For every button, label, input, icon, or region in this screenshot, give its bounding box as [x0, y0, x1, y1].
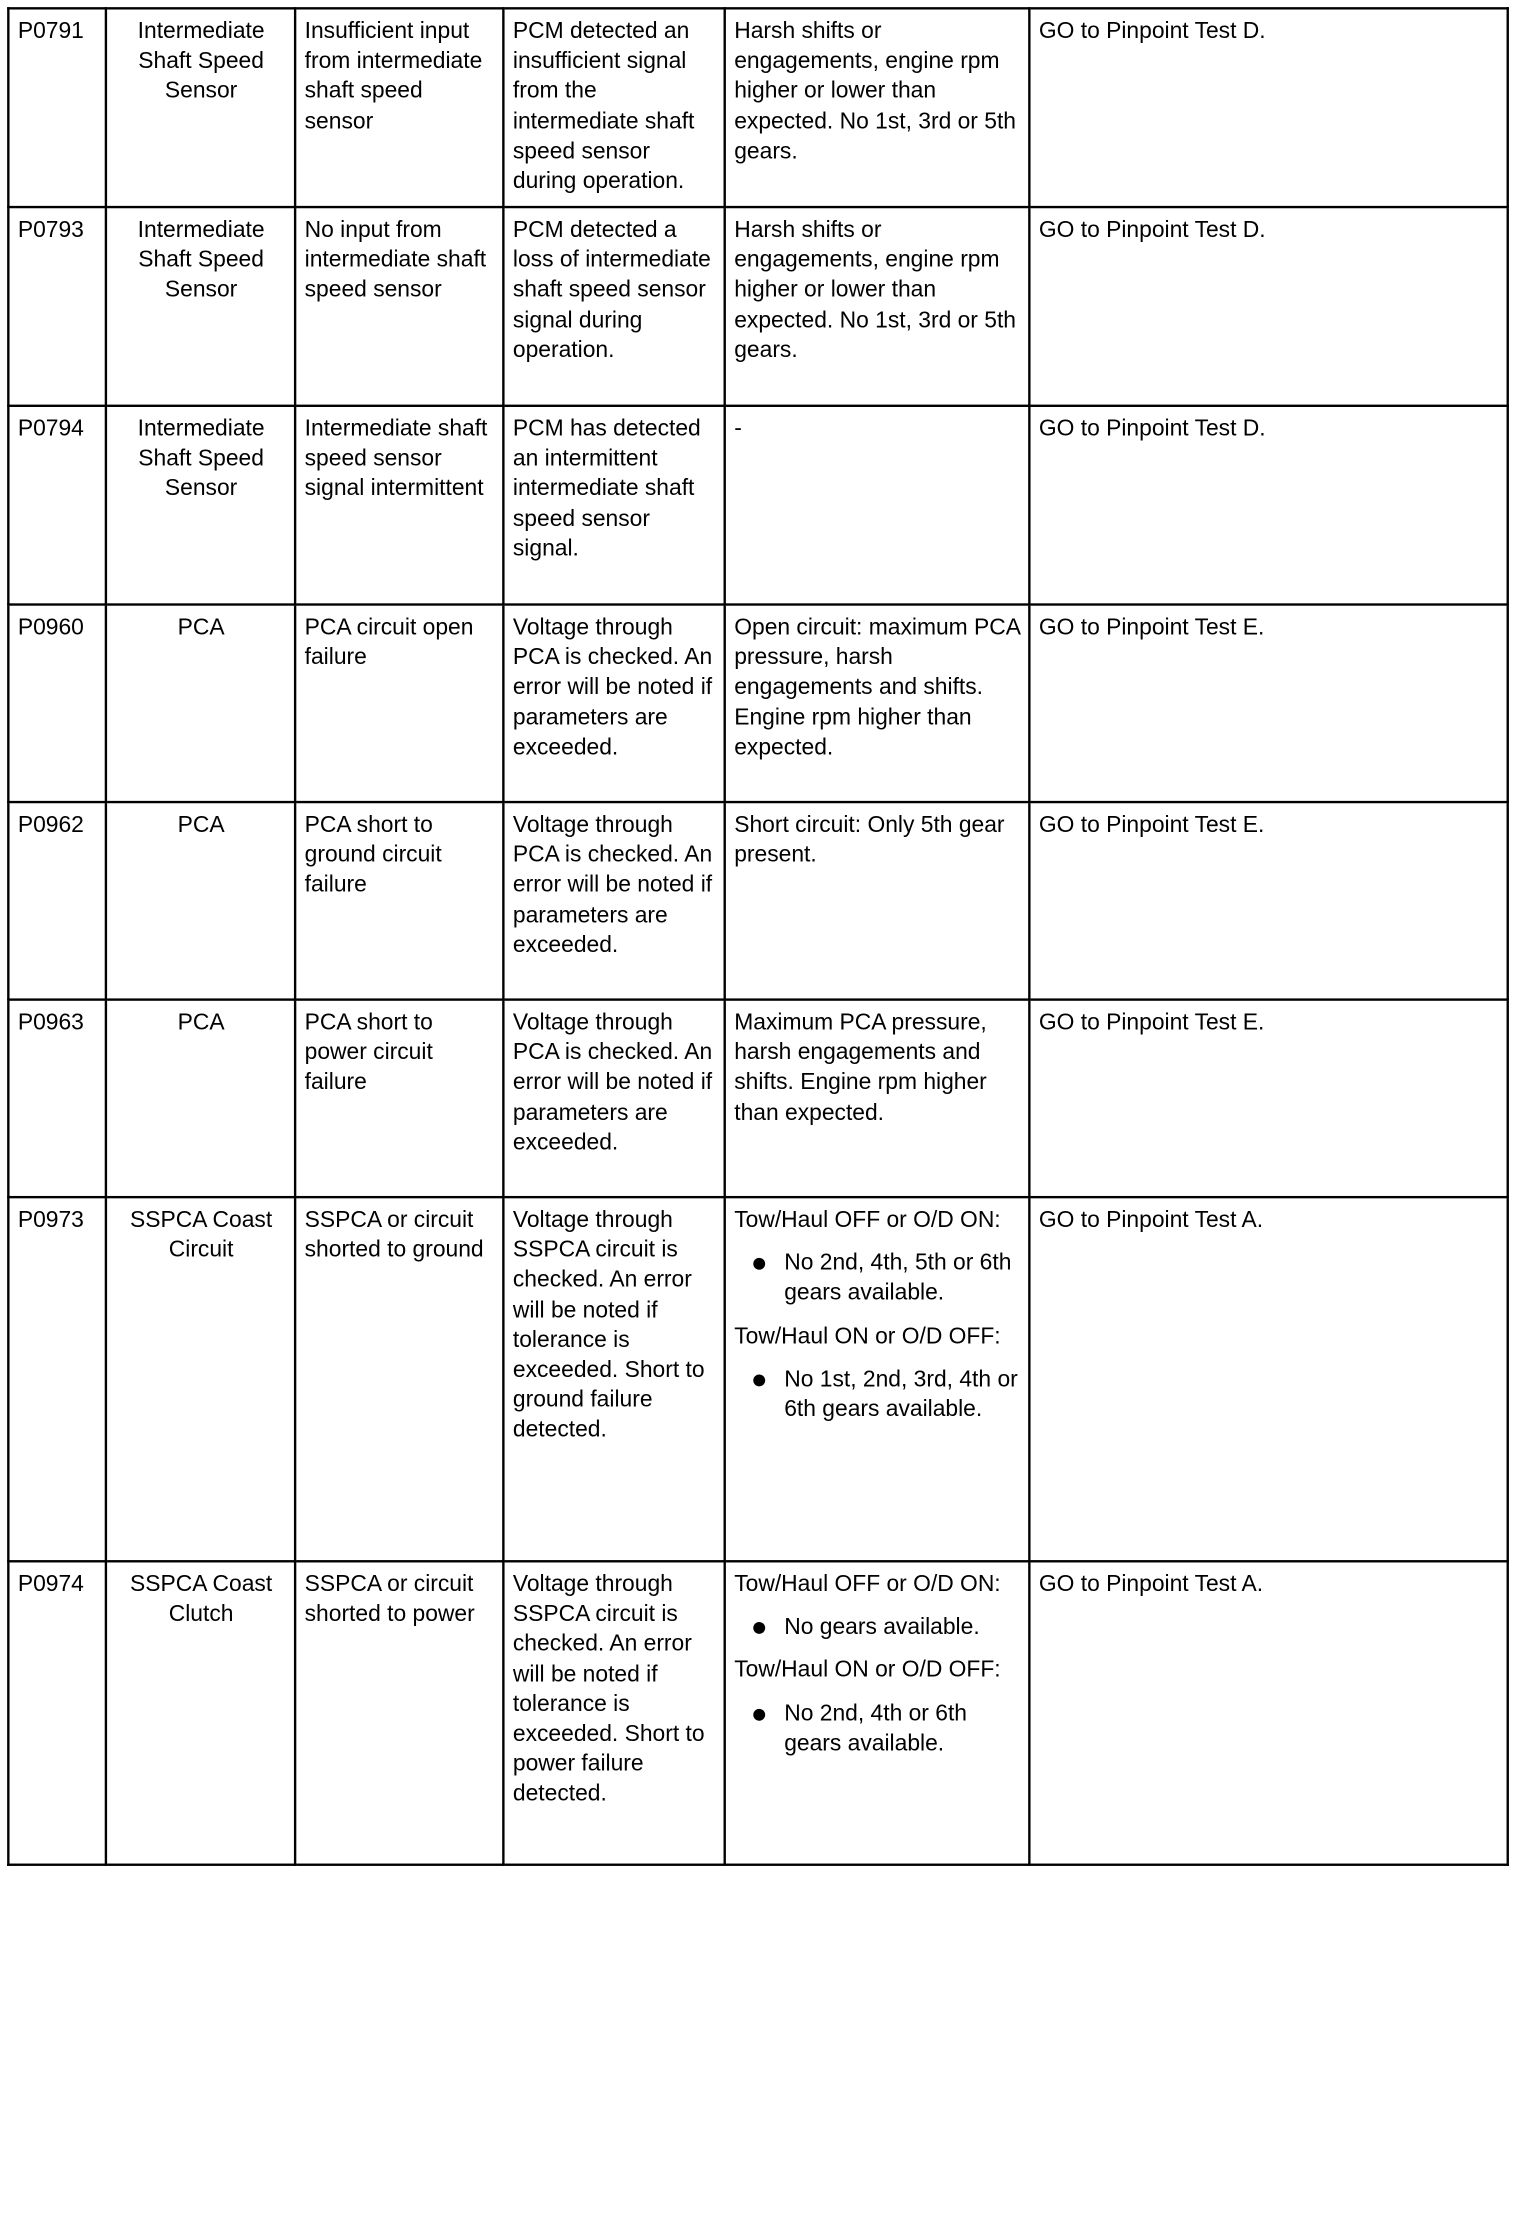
- condition-cell: SSPCA or circuit shorted to power: [295, 1561, 503, 1864]
- component-cell: Intermediate Shaft Speed Sensor: [106, 8, 295, 207]
- component-cell: PCA: [106, 1000, 295, 1198]
- symptom-list: [734, 1365, 1021, 1425]
- symptom-heading: Tow/Haul OFF or O/D ON:: [734, 1207, 1001, 1233]
- table-row: [8, 1197, 1507, 1561]
- symptom-cell: Open circuit: maximum PCA pressure, harsh engagements and shifts. Engine rpm higher than expected.: [725, 605, 1030, 803]
- condition-cell: SSPCA or circuit shorted to ground: [295, 1197, 503, 1561]
- dtc-code-cell: P0793: [8, 207, 106, 406]
- symptom-cell: Maximum PCA pressure, harsh engagements and shifts. Engine rpm higher than expected.: [725, 1000, 1030, 1198]
- symptom-cell: Harsh shifts or engagements, engine rpm higher or lower than expected. No 1st, 3rd or 5th gears.: [725, 207, 1030, 406]
- dtc-code-cell: P0794: [8, 406, 106, 605]
- symptom-cell: [725, 1197, 1030, 1561]
- symptom-list: [734, 1249, 1021, 1309]
- component-cell: Intermediate Shaft Speed Sensor: [106, 207, 295, 406]
- table-row: [8, 1561, 1507, 1864]
- description-cell: Voltage through SSPCA circuit is checked. An error will be noted if tolerance is exceeded. Short to ground failure detected.: [503, 1197, 724, 1561]
- symptom-cell: [725, 1561, 1030, 1864]
- condition-cell: Intermediate shaft speed sensor signal intermittent: [295, 406, 503, 605]
- symptom-heading: Tow/Haul OFF or O/D ON:: [734, 1571, 1001, 1597]
- condition-cell: Insufficient input from intermediate shaft speed sensor: [295, 8, 503, 207]
- list-item: No 2nd, 4th or 6th gears available.: [734, 1699, 1021, 1759]
- description-cell: Voltage through PCA is checked. An error will be noted if parameters are exceeded.: [503, 605, 724, 803]
- dtc-code-cell: P0963: [8, 1000, 106, 1198]
- dtc-code-cell: P0973: [8, 1197, 106, 1561]
- table-row: [8, 802, 1507, 1000]
- condition-cell: PCA circuit open failure: [295, 605, 503, 803]
- description-cell: PCM has detected an intermittent intermediate shaft speed sensor signal.: [503, 406, 724, 605]
- condition-cell: PCA short to ground circuit failure: [295, 802, 503, 1000]
- description-cell: Voltage through SSPCA circuit is checked. An error will be noted if tolerance is exceeded. Short to power failure detected.: [503, 1561, 724, 1864]
- action-cell: GO to Pinpoint Test E.: [1029, 605, 1507, 803]
- table-row: [8, 1000, 1507, 1198]
- symptom-cell: Short circuit: Only 5th gear present.: [725, 802, 1030, 1000]
- list-item: No 1st, 2nd, 3rd, 4th or 6th gears available.: [734, 1365, 1021, 1425]
- symptom-list: [734, 1613, 1021, 1643]
- condition-cell: PCA short to power circuit failure: [295, 1000, 503, 1198]
- symptom-cell: -: [725, 406, 1030, 605]
- action-cell: GO to Pinpoint Test D.: [1029, 406, 1507, 605]
- dtc-code-cell: P0791: [8, 8, 106, 207]
- action-cell: GO to Pinpoint Test E.: [1029, 802, 1507, 1000]
- component-cell: Intermediate Shaft Speed Sensor: [106, 406, 295, 605]
- description-cell: PCM detected a loss of intermediate shaft speed sensor signal during operation.: [503, 207, 724, 406]
- condition-cell: No input from intermediate shaft speed sensor: [295, 207, 503, 406]
- action-cell: GO to Pinpoint Test D.: [1029, 207, 1507, 406]
- component-cell: PCA: [106, 605, 295, 803]
- dtc-code-cell: P0974: [8, 1561, 106, 1864]
- action-cell: GO to Pinpoint Test A.: [1029, 1197, 1507, 1561]
- dtc-code-cell: P0960: [8, 605, 106, 803]
- description-cell: Voltage through PCA is checked. An error will be noted if parameters are exceeded.: [503, 802, 724, 1000]
- component-cell: SSPCA Coast Circuit: [106, 1197, 295, 1561]
- action-cell: GO to Pinpoint Test D.: [1029, 8, 1507, 207]
- table-row: [8, 8, 1507, 207]
- action-cell: GO to Pinpoint Test A.: [1029, 1561, 1507, 1864]
- component-cell: SSPCA Coast Clutch: [106, 1561, 295, 1864]
- description-cell: PCM detected an insufficient signal from the intermediate shaft speed sensor during operation.: [503, 8, 724, 207]
- symptom-list: [734, 1699, 1021, 1759]
- list-item: No 2nd, 4th, 5th or 6th gears available.: [734, 1249, 1021, 1309]
- symptom-heading: Tow/Haul ON or O/D OFF:: [734, 1658, 1001, 1684]
- dtc-code-cell: P0962: [8, 802, 106, 1000]
- table-row: [8, 207, 1507, 406]
- table-row: [8, 406, 1507, 605]
- action-cell: GO to Pinpoint Test E.: [1029, 1000, 1507, 1198]
- dtc-table: [7, 7, 1509, 1866]
- component-cell: PCA: [106, 802, 295, 1000]
- description-cell: Voltage through PCA is checked. An error will be noted if parameters are exceeded.: [503, 1000, 724, 1198]
- symptom-cell: Harsh shifts or engagements, engine rpm higher or lower than expected. No 1st, 3rd or 5th gears.: [725, 8, 1030, 207]
- list-item: No gears available.: [734, 1613, 1021, 1643]
- table-row: [8, 605, 1507, 803]
- symptom-heading: Tow/Haul ON or O/D OFF:: [734, 1324, 1001, 1349]
